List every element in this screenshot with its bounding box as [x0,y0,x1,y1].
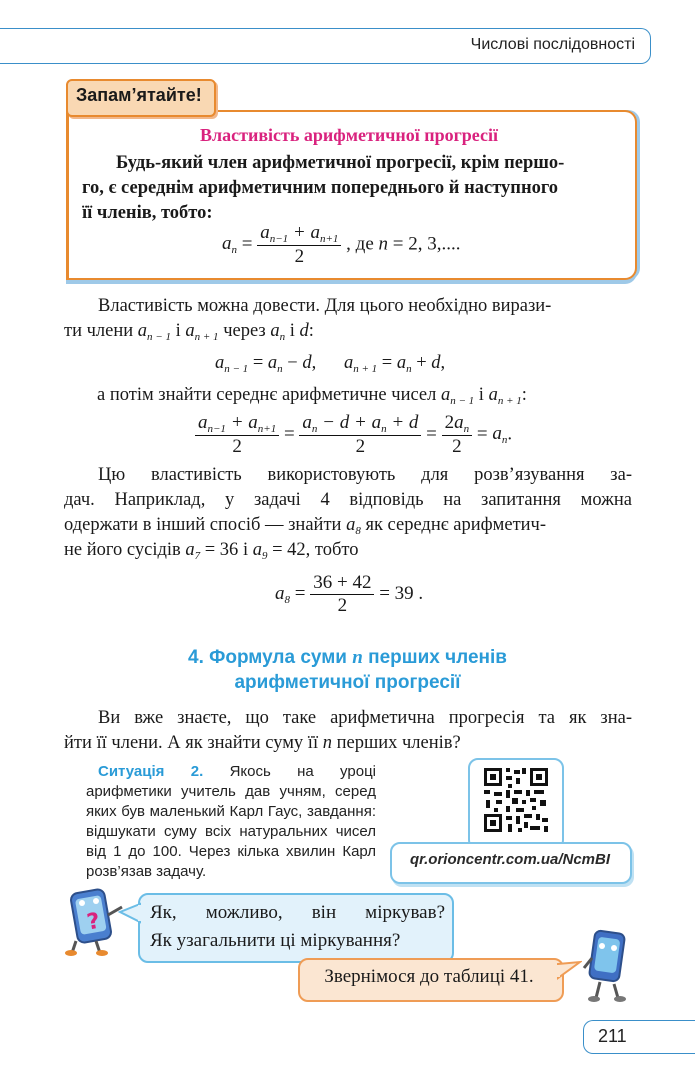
formula-where: , де [346,233,374,255]
qr-code-icon [470,760,558,844]
property-formula: $a_n$ = $\frac{a_{n-1} + a_{n+1}}{2}$ , де n = 2, 3,.... [222,222,461,267]
usage-line-2: дач. Наприклад, у задачі 4 відповідь на запитання можна [64,490,632,510]
question-bubble-text: Як, можливо, він міркував? Як узагальнити ці міркування? [150,902,445,951]
property-line-1: Будь-який член арифметичної прогресії, крім першо- [116,153,565,173]
usage-line-3: одержати в інший спосіб — знайти $a_8$ як середнє арифметич- [64,515,547,537]
running-header-title: Числові послідовності [470,36,635,53]
bubble-pointer-left [118,902,142,924]
intro-line-2: йти її члени. А як знайти суму її n перших членів? [64,733,461,753]
proof-line-2: ти члени $a_{n - 1}$ і $a_{n + 1}$ через $a_n$ і d: [64,321,314,343]
situation-text: Якось на уроці арифметики учитель дав учням, серед яких був маленький Карл Гаус, завдання: відшукати суму всіх натуральних чисел від 1 до 100. Через кілька хвилин Карл розв’язав задачу. [86,763,376,880]
a8-formula: $a_8$ = $\frac{36 + 42}{2}$ = 39 . [275,572,424,616]
intro-line-1: Ви вже знаєте, що таке арифметична прогресія та як зна- [98,708,632,728]
qr-link[interactable]: qr.orioncentr.com.ua/NcmBI [409,851,611,868]
formula-n-values: = 2, 3,.... [392,233,461,255]
answer-bubble-text: Звернімося до таблиці 41. [324,966,534,987]
section-heading: 4. Формула суми n перших членів арифметичної прогресії [188,647,507,693]
page-number: 211 [598,1026,627,1046]
proof-expressions: $a_{n - 1} = a_n - d$, $a_{n + 1} = a_n + d$, [215,353,446,375]
property-title: Властивість арифметичної прогресії [200,125,498,145]
situation-paragraph [86,762,376,882]
usage-line-4: не його сусідів $a_7 = 36$ і $a_9 = 42$, тобто [64,540,359,562]
usage-line-1: Цю властивість використовують для розв’язування за- [98,465,632,485]
property-line-2: го, є середнім арифметичним попереднього й наступного [82,178,559,198]
proof-line-3: а потім знайти середнє арифметичне чисел $a_{n - 1}$ і $a_{n + 1}$: [97,385,527,407]
qr-code[interactable] [468,758,564,850]
svg-text:?: ? [85,908,102,936]
robot-icon [582,928,634,1004]
proof-formula: $\frac{a_{n-1} + a_{n+1}}{2}$ = $\frac{a_n - d + a_n + d}{2}$ = $\frac{2a_n}{2}$ = $a_n$. [195,412,512,458]
remember-tag-label: Запам’ятайте! [76,85,202,105]
proof-line-1: Властивість можна довести. Для цього необхідно вирази- [98,296,552,316]
situation-label: Ситуація 2. [98,763,204,780]
property-line-3: її членів, тобто: [82,203,213,223]
